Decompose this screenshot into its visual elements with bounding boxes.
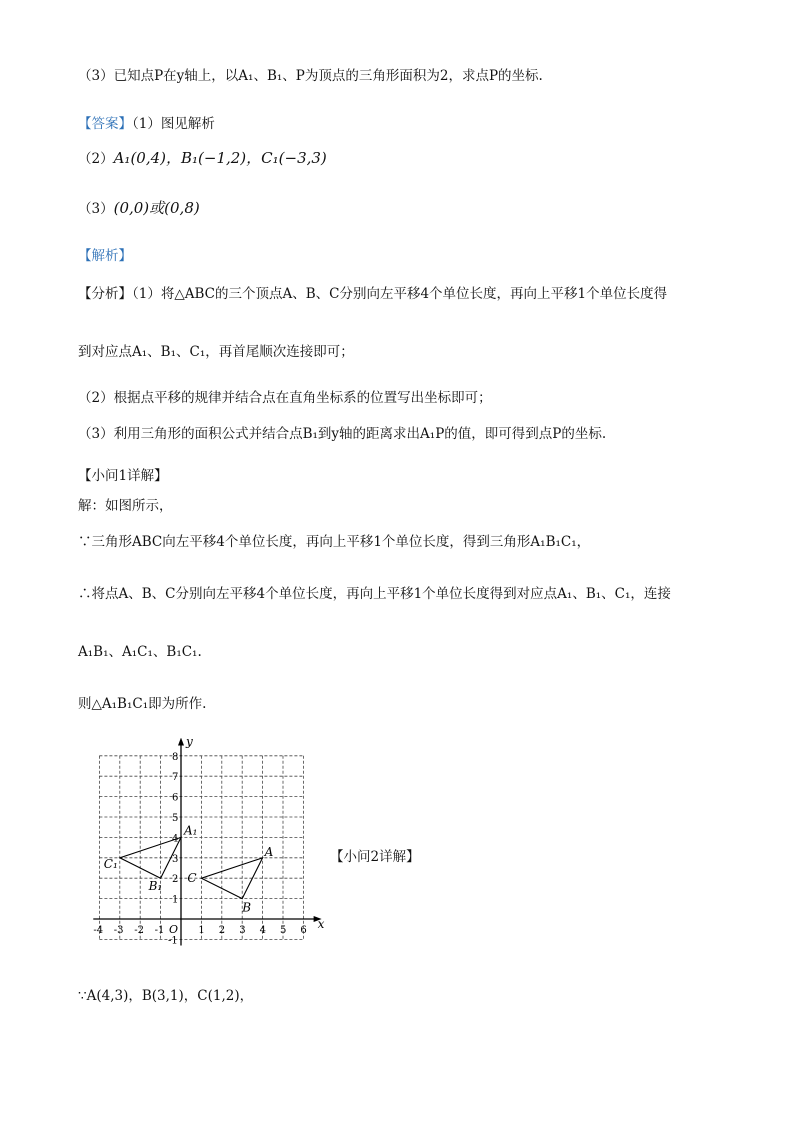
y-tick-label: 1 (172, 894, 179, 906)
detail-2-title: 【小问2详解】 (330, 849, 420, 865)
x-tick-label: -2 (134, 925, 144, 936)
tick-labels (93, 752, 306, 947)
analysis-line-4: （3）利用三角形的面积公式并结合点B₁到y轴的距离求出A₁P的值，即可得到点P的坐标. (78, 426, 607, 442)
y-tick-label: 2 (172, 874, 179, 886)
answer-line-2 (78, 148, 327, 169)
answer-2-prefix: （2） (78, 151, 114, 167)
connect-line: A₁B₁、A₁C₁、B₁C₁. (78, 644, 202, 660)
x-tick-label: -3 (113, 925, 124, 936)
y-axis-label: y (186, 738, 193, 749)
vertex-label: A₁ (184, 823, 198, 838)
final-line: ∵A(4,3)，B(3,1)，C(1,2)， (78, 988, 254, 1004)
answer-3-prefix: （3） (78, 201, 114, 217)
because-line: ∵三角形ABC向左平移4个单位长度，再向上平移1个单位长度，得到三角形A₁B₁C₁， (78, 534, 591, 550)
y-tick-label: 7 (172, 772, 179, 784)
coordinate-graph (80, 738, 340, 968)
vertex-label: C₁ (103, 856, 118, 871)
y-tick-label: 5 (172, 813, 179, 824)
vertex-label: B₁ (148, 879, 163, 894)
then-line: 则△A₁B₁C₁即为所作. (78, 696, 207, 712)
x-tick-label: 2 (218, 925, 226, 936)
x-tick-label: 5 (280, 925, 287, 936)
vertex-label: C (187, 871, 197, 886)
question-3: （3）已知点P在y轴上，以A₁、B₁、P为顶点的三角形面积为2，求点P的坐标. (78, 68, 543, 84)
y-tick-label: -1 (168, 935, 178, 947)
x-tick-label: -1 (154, 925, 165, 936)
analysis-line-2: 到对应点A₁、B₁、C₁，再首尾顺次连接即可； (78, 344, 354, 360)
answer-2: A₁(0,4)，B₁(−1,2)，C₁(−3,3) (113, 149, 327, 167)
y-tick-label: 8 (172, 751, 179, 763)
y-tick-label: 3 (172, 853, 179, 865)
answer-1: （1）图见解析 (132, 116, 215, 132)
y-axis-arrow (178, 738, 184, 746)
solution-intro: 解：如图所示， (78, 498, 173, 514)
analysis-tag: 【解析】 (78, 248, 132, 264)
origin-label: O (169, 923, 179, 936)
x-tick-label: 4 (259, 925, 266, 936)
y-tick-label: 6 (172, 792, 179, 804)
axes (93, 738, 324, 946)
x-tick-label: -4 (93, 925, 104, 936)
analysis-line-3: （2）根据点平移的规律并结合点在直角坐标系的位置写出坐标即可； (78, 390, 492, 406)
detail-1-title: 【小问1详解】 (78, 468, 168, 484)
x-tick-label: 1 (198, 925, 205, 936)
x-tick-label: 3 (239, 925, 246, 936)
answer-line-3 (78, 198, 200, 219)
therefore-line: ∴将点A、B、C分别向左平移4个单位长度，再向上平移1个单位长度得到对应点A₁、B₁、C₁，连接 (78, 586, 671, 602)
x-axis-label: x (317, 917, 325, 931)
analysis-line-1: 【分析】（1）将△ABC的三个顶点A、B、C分别向左平移4个单位长度，再向上平移1个单位长度得 (78, 286, 668, 302)
vertex-label: A (264, 844, 274, 859)
answer-tag: 【答案】 (78, 116, 132, 132)
vertex-label: B (242, 900, 252, 915)
answer-line-1 (78, 114, 215, 134)
answer-3: (0,0)或(0,8) (113, 199, 200, 217)
triangles (104, 823, 274, 914)
x-tick-label: 6 (300, 925, 307, 936)
y-tick-label: 4 (172, 833, 179, 845)
